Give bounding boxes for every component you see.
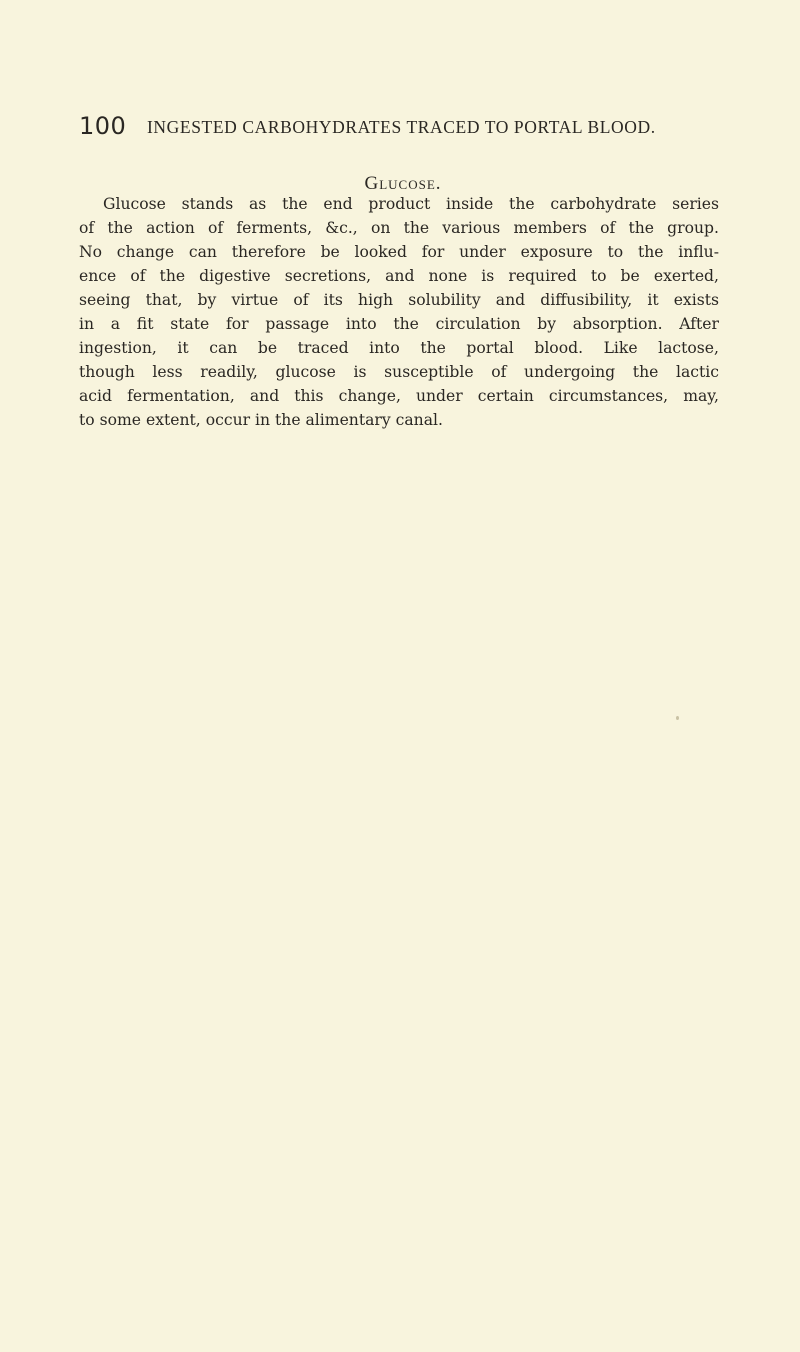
paragraph-line: No change can therefore be looked for under exposure to the influ- [79,243,719,261]
paragraph-line: Glucose stands as the end product inside the carbohydrate series [103,195,719,213]
paragraph-line: ence of the digestive secretions, and none is required to be exerted, [79,267,719,285]
paragraph-line: though less readily, glucose is susceptible of undergoing the lactic [79,363,719,381]
paper-speck [676,716,679,720]
paragraph-line: of the action of ferments, &c., on the various members of the group. [79,219,719,237]
paragraph-line: acid fermentation, and this change, under certain circumstances, may, [79,387,719,405]
paragraph-line: in a fit state for passage into the circulation by absorption. After [79,315,719,333]
section-heading: Glucose. [364,173,442,194]
page-number: 100 [79,112,127,140]
paragraph-line: ingestion, it can be traced into the portal blood. Like lactose, [79,339,719,357]
paragraph-line: seeing that, by virtue of its high solubility and diffusibility, it exists [79,291,719,309]
running-title: INGESTED CARBOHYDRATES TRACED TO PORTAL BLOOD. [147,117,656,137]
paragraph-line: to some extent, occur in the alimentary canal. [79,411,443,429]
running-head [79,112,719,142]
